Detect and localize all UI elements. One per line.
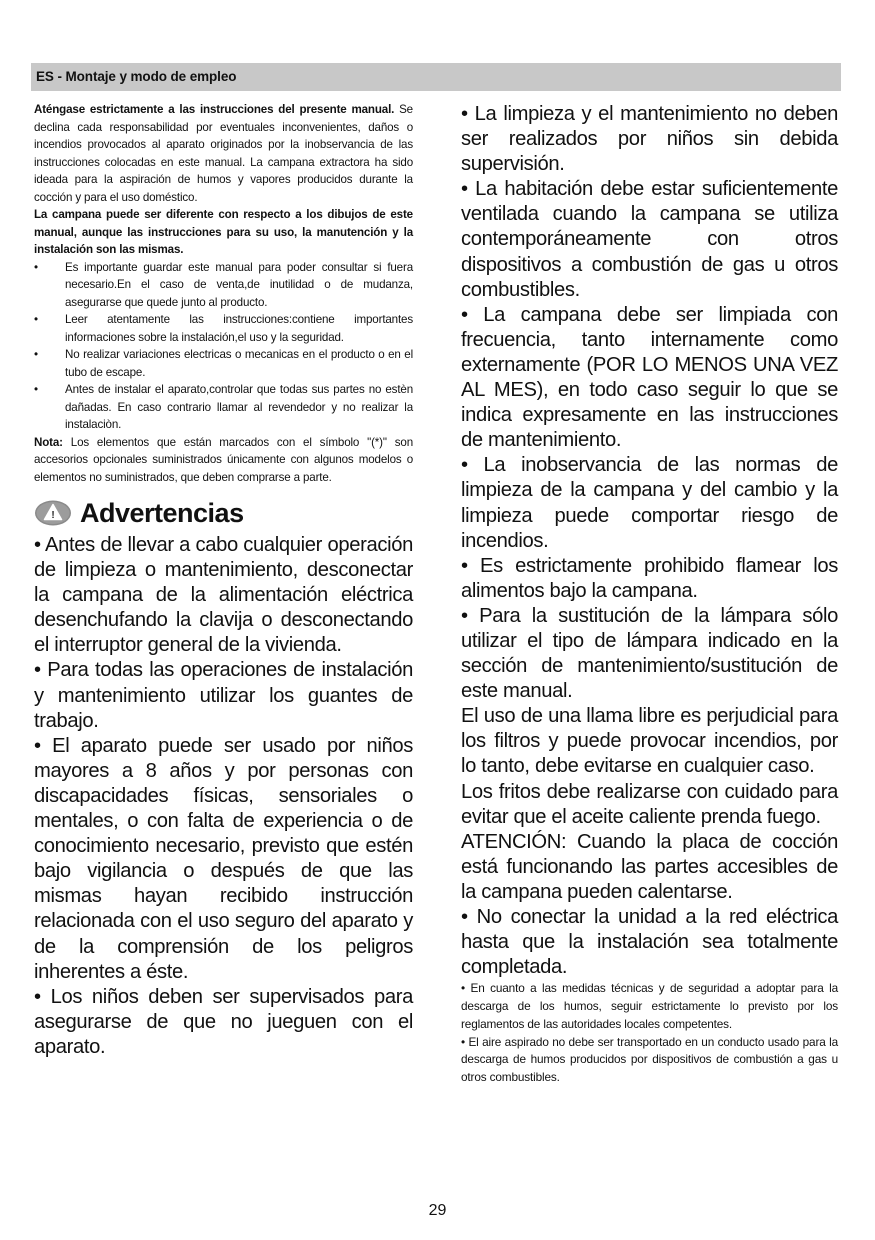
intro-bold-lead: Aténgase estrictamente a las instrucciones del presente manual.	[34, 103, 395, 116]
note-label: Nota:	[34, 435, 63, 449]
list-item: • Leer atentamente las instrucciones:contiene importantes informaciones sobre la instalación,el uso y la seguridad.	[34, 313, 413, 344]
warning-paragraph: • La habitación debe estar suficientemente ventilada cuando la campana se utiliza contemporáneamente con otros dispositivos a combustión de gas u otros combustibles.	[461, 178, 838, 301]
list-item: • Es importante guardar este manual para poder consultar si fuera necesario.En el caso de venta,de inutilidad o de mudanza, asegurarse que quede junto al producto.	[34, 260, 413, 309]
intro-paragraph	[34, 101, 413, 206]
warning-paragraph: • La campana debe ser limpiada con frecuencia, tanto internamente como externamente (POR LO MENOS UNA VEZ AL MES), en todo caso seguir lo que se indica expresamente en las instrucciones de mantenimiento.	[461, 303, 838, 452]
warning-paragraph: ATENCIÓN: Cuando la placa de cocción está funcionando las partes accesibles de la campana pueden calentarse.	[461, 830, 838, 903]
warning-paragraph: • No conectar la unidad a la red eléctrica hasta que la instalación sea totalmente completada.	[461, 906, 838, 979]
warning-paragraph: • Los niños deben ser supervisados para asegurarse de que no jueguen con el aparato.	[34, 985, 413, 1058]
small-paragraph: • En cuanto a las medidas técnicas y de seguridad a adoptar para la descarga de los humos, seguir estrictamente lo previsto por los reglamentos de las autoridades locales competentes.	[461, 981, 838, 1031]
warnings-title: Advertencias	[80, 497, 244, 528]
warning-paragraph: • Para todas las operaciones de instalación y mantenimiento utilizar los guantes de trabajo.	[34, 659, 413, 732]
warning-paragraph: • Antes de llevar a cabo cualquier operación de limpieza o mantenimiento, desconectar la campana de la alimentación eléctrica desenchufando la clavija o desconectando el interruptor general de la vivienda.	[34, 534, 413, 657]
warning-icon	[34, 499, 72, 527]
instruction-list	[34, 259, 413, 434]
warning-paragraph: • Es estrictamente prohibido flamear los alimentos bajo la campana.	[461, 554, 838, 602]
small-paragraph: • El aire aspirado no debe ser transportado en un conducto usado para la descarga de humos producidos por dispositivos de combustión a gas u otros combustibles.	[461, 1034, 838, 1085]
section-header-title: ES - Montaje y modo de empleo	[36, 69, 237, 84]
left-column	[34, 101, 413, 1060]
warning-paragraph: • El aparato puede ser usado por niños mayores a 8 años y por personas con discapacidades físicas, sensoriales o mentales, o con falta de experiencia o de conocimiento necesario, previsto que estén bajo vigilancia o después de que las mismas hayan recibido instrucción relacionada con el uso seguro del aparato y de la comprensión de los peligros inherentes a éste.	[34, 734, 413, 983]
intro-text: Se declina cada responsabilidad por eventuales inconvenientes, daños o incendios provocados al aparato originados por la inobservancia de las instrucciones colocadas en este manual. La campana extractora ha sido ideada para la aspiración de humos y vapores producidos durante la cocción y para el uso doméstico.	[34, 103, 413, 204]
intro-bold-paragraph: La campana puede ser diferente con respecto a los dibujos de este manual, aunque las instrucciones para su uso, la manutención y la instalación son las mismas.	[34, 208, 413, 256]
list-item: • No realizar variaciones electricas o mecanicas en el producto o en el tubo de escape.	[34, 348, 413, 379]
warning-paragraph: • Para la sustitución de la lámpara sólo utilizar el tipo de lámpara indicado en la sección de mantenimiento/sustitución de este manual.	[461, 604, 838, 703]
warning-paragraph: El uso de una llama libre es perjudicial para los filtros y puede provocar incendios, por lo tanto, debe evitarse en cualquier caso.	[461, 705, 838, 778]
warning-paragraph: • La limpieza y el mantenimiento no deben ser realizados por niños sin debida supervisión.	[461, 103, 838, 176]
warning-paragraph: Los fritos debe realizarse con cuidado para evitar que el aceite caliente prenda fuego.	[461, 780, 838, 828]
section-header-bar	[31, 63, 841, 91]
svg-text:!: !	[51, 510, 55, 521]
page-number: 29	[428, 1202, 447, 1219]
right-column	[461, 102, 838, 1087]
warnings-heading	[34, 495, 413, 531]
warning-paragraph: • La inobservancia de las normas de limpieza de la campana y del cambio y la limpieza puede comportar riesgo de incendios.	[461, 454, 838, 552]
list-item: • Antes de instalar el aparato,controlar que todas sus partes no estèn dañadas. En caso contrario llamar al revendedor y no realizar la instalaciòn.	[34, 383, 413, 431]
note-paragraph: Nota: Los elementos que están marcados con el símbolo "(*)" son accesorios opcionales suministrados únicamente con algunos modelos o elementos no suministrados, que deben comprarse a parte.	[34, 435, 413, 484]
